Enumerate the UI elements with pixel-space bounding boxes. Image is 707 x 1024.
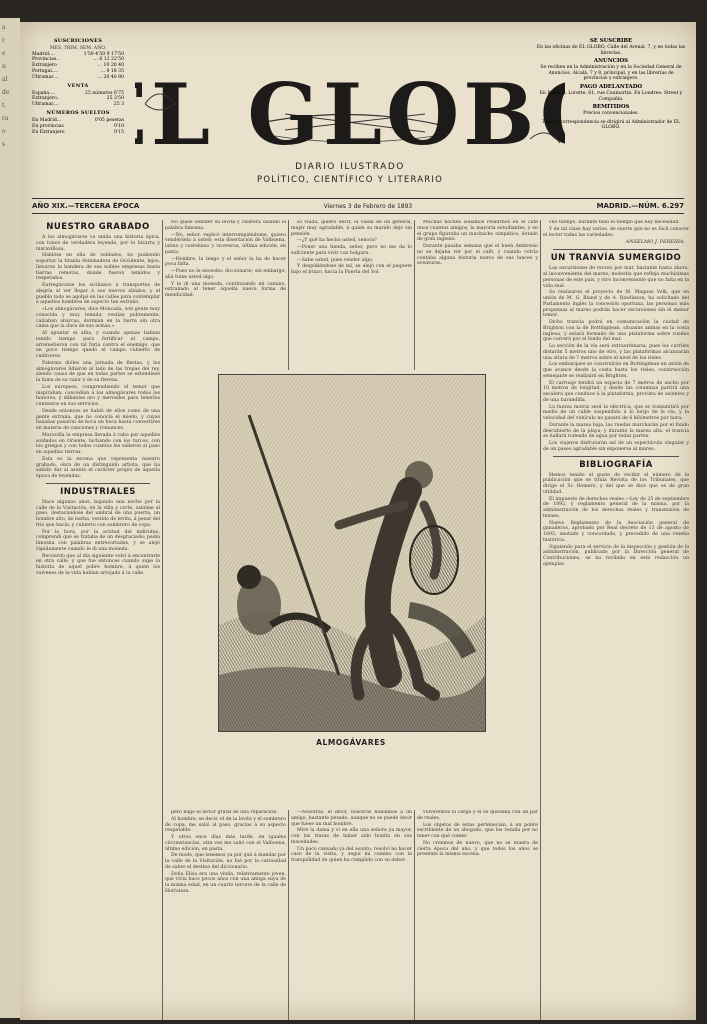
paragraph: Nuevo Reglamento de la Asociación general de ganaderos, aprobado por Real decreto de 13 de agosto de 1892, anotado y concordado, y precedido de una reseña histórica. [543, 520, 689, 543]
paragraph: Recuerdo que al día siguiente volví á encontrarle en otra calle, y que fué entonces cuando supe la historia de aquel pobre hombre, á quien los vaivenes de la vida habían arrojado á la calle. [36, 553, 160, 576]
paragraph: Siguiendo para el servicio de la inspección y gestión de la administración, publicado por la Dirección general de Contribuciones, se ha recibido en esta redacción un ejemplar. [543, 544, 689, 567]
strip-text: s [2, 141, 6, 148]
paragraph: Palermo dióles una jornada de fiestas, y los almogávares lidiaron al lado de las tropas del rey, siendo causa de que en todas partes se extendiese la fama de su valor y de su fiereza. [36, 360, 160, 383]
paragraph: Durante pasaba semana que el buen Ambrosio no se dejaba ver por el café, y cuando volvía contaba alguna historia nueva de sus lances y aventuras. [417, 244, 538, 267]
paragraph: No creemos de nuevo, que no se muera de cierta época del año, y que todos los años se presente la misma escena. [417, 840, 538, 858]
strip-text: e [2, 50, 6, 57]
subscriptions-rows [32, 52, 124, 81]
divider [553, 456, 679, 457]
subscriptions-heading: SUSCRICIONES [53, 38, 103, 44]
engraving-illustration [218, 374, 486, 732]
paragraph: El viuda, quiero decir, la viuda de un general, mujer muy agradable, á quien su marido dejó sin pensión. [291, 220, 412, 237]
almogavares-engraving [219, 375, 485, 731]
paragraph: volveremos la carga y el se quedaba con un par de reales. [417, 810, 538, 821]
paragraph: Maravilla la empresa llevada á cabo por aquellos soldados en Oriente, luchando con los turcos, con los griegos y con todos cuantos les salieron al paso en aquellas tierras. [36, 432, 160, 455]
ads-heading-2: ANUNCIOS [593, 58, 629, 65]
ads-heading-1: SE SUSCRIBE [589, 38, 633, 44]
strip-text: n [2, 63, 6, 70]
masthead-title: L GLOB [151, 65, 540, 164]
subscriptions-box [32, 36, 124, 135]
column-2-bottom [165, 810, 286, 1020]
strip-text: de [2, 89, 10, 96]
paragraph: El carruaje tendrá un espacio de 7 metros de ancho por 10 metros de longitud, y desde las columnas partirá una escalera que conduce á la plataforma, provista de asientos y de una barandilla. [543, 380, 689, 403]
newspaper-page [20, 22, 696, 1020]
paragraph: Al apuntar el alba, y cuando apenas habían tenido tiempo para fortificar el campo, arremetieron con tal furia contra el enemigo, que en poco tiempo quedó el campo cubierto de cadáveres. [36, 331, 160, 359]
loose-row: En Extranjero 0'15 [32, 129, 124, 135]
column-rule [288, 810, 289, 1020]
column-5 [543, 220, 689, 1020]
ads-text-2: Se reciben en la Administración y en la Sociedad General de Anuncios. Alcalá, 7 y 8, principal, y en las librerías de provincias y extranjero. [540, 65, 682, 82]
masthead [135, 44, 565, 194]
divider [46, 483, 150, 484]
masthead-tagline-2: POLÍTICO, CIENTÍFICO Y LITERARIO [257, 175, 443, 185]
divider [553, 249, 679, 250]
paragraph: Entregáronse los sicilianos á transportes de alegría al ver llegar á sus nuevos aliados, y el pueblo todo se agolpó en las calles para contemplar á aquellos hombres de aspecto tan extraño. [36, 283, 160, 306]
sale-row: Ultramar.... 25 3 [32, 102, 124, 108]
paragraph: Hemos tenido el gusto de recibir el número de la publicación que se titula Revista de los Tribunales, que dirige el Sr. Romero, y del que se dice que es de gran utilidad. [543, 472, 689, 495]
paragraph: —¿Y qué ha hecho usted, señora? [297, 238, 377, 244]
engraving-caption: ALMOGÁVARES [316, 738, 386, 747]
column-rule [288, 220, 289, 370]
paragraph: Desde entonces se habló de ellos como de una gente extraña, que no conocía el miedo, y cuyas hazañas pasaron de boca en boca hasta convertirse en materia de canciones y romances. [36, 408, 160, 431]
sale-row: España.... 25 números 6'75 [32, 90, 124, 96]
sale-row: Extranjero.. 25 2'50 [32, 96, 124, 102]
paragraph: Los objetos de éstas pertenecían, á un pobre escribiente de un abogado, que los vendía por no tener con qué comer. [417, 822, 538, 839]
advertising-box [536, 36, 686, 131]
paragraph: Los embarques se construirán en Rottingdean en unión de que avance desde la costa hasta los rieles; construcción semejante se realizará en Brighton. [543, 362, 689, 379]
column-rule [540, 220, 541, 1020]
dateline-edition: AÑO XIX.—TERCERA ÉPOCA [32, 202, 140, 210]
paragraph: Por la hora, por la actitud del individuo, comprendí que se trataba de un desgraciado; pedía limosna con palabras entrecortadas, y se alejó rápidamente cuando le di una moneda. [36, 529, 160, 552]
paragraph: Y de tal clase hay varios, de suerte que no es fácil conocer el lector todas las variedades. [543, 226, 689, 238]
column-rule [414, 810, 415, 1020]
paragraph: Y le di una moneda, continuando mi camino, extrañado al tener aquella nueva forma de mendicidad. [165, 281, 286, 298]
strip-text: t. [2, 102, 7, 109]
column-1 [36, 220, 160, 1020]
paragraph: La fuerza motriz será la eléctrica, que se transmitirá por medio de un cable suspendido á lo largo de la vía, y la velocidad del vehículo no pasará de 6 kilómetros por hora. [543, 404, 689, 421]
masthead-tagline-1: DIARIO ILUSTRADO [295, 162, 405, 172]
subscriptions-subheading: MES. TRIM. SEM. AÑO. [49, 46, 107, 51]
paragraph: —Poner una tienda, señor, pero no me da lo suficiente para vivir con holgura. [291, 245, 412, 256]
dateline-date: Viernes 3 de Febrero de 1893 [323, 202, 413, 210]
paragraph: Muchas noches solíamos reunirnos en el café unos cuantos amigos, la mayoría estudiantes, y en el grupo figuraba un muchacho simpático, dotado de gran ingenio. [417, 220, 538, 243]
adjacent-page-edge [0, 18, 20, 1018]
subscription-row: Extranjero ... 10 20 40 [32, 63, 124, 69]
paragraph: De modo, que tenemos ya por qué á mandar por la calle de la Visitación, no fué por la curiosidad de saber el destino del diccionario. [165, 853, 286, 870]
paragraph: Y otros once días más tarde, en iguales circunstancias, otra vez me salió con el Valbuena, último edición, en pasta. [165, 835, 286, 852]
dateline [32, 198, 684, 214]
ads-heading-4: REMITIDOS [592, 104, 630, 111]
column-3-bottom [291, 810, 412, 1020]
paragraph: —Sabe usted, pues vender algo. [297, 257, 374, 263]
strip-text: ra [2, 115, 9, 122]
paragraph: Los europeos, comprendiendo el temor que inspiraban, concedían á los almogávares todos los honores, y dábanles oro y mercedes para tenerlos contentos en sus servicios. [36, 384, 160, 407]
ads-heading-3: PAGO ADELANTADO [579, 83, 643, 90]
paragraph: Al hombre, se decir, el de la levita y el sombrero de copa, me salió al paso, gracias á su aspecto respetable. [165, 816, 286, 834]
paragraph: Doña Elisa era una viuda, relativamente joven, que vivía hace pocos años con una amiga suya de la misma edad, en un cuarto tercero de la calle de Hortaleza. [165, 871, 286, 894]
paragraph: —No, señor, replicó interrumpiéndome, quiero vendérsela á usted; esta disertación de Valbuena, latino y castellano y viceversa, última edición, en pasta. [165, 232, 286, 255]
subscription-row: Provincias.. ... 6 12 22'50 [32, 57, 124, 63]
ads-text-5: Toda la correspondencia se dirigirá al Administrador de EL GLOBO. [541, 119, 681, 131]
strip-text: r [2, 37, 5, 44]
paragraph: Mire la dama y vi en ella una señora ya mayor, con las trazas de haber sido bonita en sus mocedades. [291, 828, 412, 845]
paragraph: Las excursiones de recreo por mar, bastante hasta ahora, al inconveniente del mareo; molestia que refleja muchísimas personas de este país, y otro inconveniente que no falta en la vida real. [543, 266, 689, 289]
paragraph: Hace algunos años, bajando una noche por la calle de la Visitación, en la villa y corte, salióme al paso, destacándose del umbral de una puerta, un hombre alto, de barba, vestido de levita, á pesar del frío que hacía, y cubierto con sombrero de copa. [36, 499, 160, 528]
column-4-bottom [417, 810, 538, 1020]
paragraph: Y despidiéndose de mí, se alejó con el paquete bajo el brazo, hacia la Puerta del Sol. [291, 264, 412, 275]
loose-numbers-heading: NÚMEROS SUELTOS [46, 109, 110, 116]
paragraph: Se realizaron el proyecto de M. Magnus Volk, que en unión de M. G. Bland y de A. Rawlinson, ha solicitado del Parlamento inglés la concesión oportuna, las personas más propensas al mareo podrán hacer excursiones sin el menor temor. [543, 290, 689, 319]
paragraph: Durante la marea baja, las ruedas marcharán por el fondo descubierto de la playa, y durante la marea alta, el tranvía se hallará rodeado de agua por todas partes. [543, 422, 689, 440]
column-rule [414, 220, 415, 370]
paragraph: Los viajeros disfrutarán así de un espectáculo singular y de un paseo agradable sin exponerse al mareo. [543, 441, 689, 452]
article-title-grabado: NUESTRO GRABADO [46, 222, 150, 232]
column-rule [162, 220, 163, 1020]
loose-row: En provincias 0'10 [32, 123, 124, 129]
subscription-row: Ultramar.... ... 20 40 80 [32, 74, 124, 80]
strip-text: al [2, 76, 8, 83]
paragraph: Esta es la escena que representa nuestro grabado, obra de un distinguido artista, que ha sabido dar al asunto el carácter propio de aquella época de leyendas. [36, 456, 160, 479]
article-title-tranvia: UN TRANVÍA SUMERGIDO [550, 253, 682, 264]
paragraph: La sección de la vía será extraordinaria, pues los carriles distarán 5 metros uno de otro, y las plataformas alcanzarán una altura de 7 metros sobre el nivel de los rieles. [543, 344, 689, 361]
article-title-bibliografia: BIBLIOGRAFÍA [579, 459, 653, 470]
dateline-number: MADRID.—NÚM. 6.297 [596, 202, 684, 210]
paragraph: cho tiempo, durante todo el tiempo que hay necesidad. [549, 220, 680, 225]
subscription-row: Madrid.... 1'50 4'50 9 17'50 [32, 51, 124, 57]
subscription-row: Portugal.... ... 9 18 35 [32, 68, 124, 74]
strip-text: a [2, 24, 6, 31]
paragraph: No quise ofender su levita y chistera usando la palabra limosna. [165, 220, 286, 231]
paragraph: «Los almogávares, dice Moncada, son gente muy conocida y muy temida; vestían pobremente, calzaban abarcas, dormían en la tierra sin otra cama que la dura de sus armas.» [36, 307, 160, 330]
paragraph: Un poco cansado ya del asunto, resolví no hacer caso de la visita, y seguí mi camino con la tranquilidad de quien ha cumplido con su deber. [291, 846, 412, 863]
paragraph: —Nosotras, el decir, nosotras habíamos á un amigo, bastante pesado, aunque no se puede decir que fuese un mal hombre. [291, 810, 412, 827]
ads-text-4: Precios convencionales. [583, 111, 639, 117]
paragraph: A los almogávares va unida una historia épica, con tonos de verdadera leyenda, por lo bizarra y maravillosa. [36, 235, 160, 252]
paragraph: pero hago el lector gratis de una reparación. [171, 810, 278, 815]
strip-text: o [2, 128, 6, 135]
paragraph: —Hombre, la tengo y el señor la ha de hacer poca falta. [165, 256, 286, 268]
ads-text-1: En las oficinas de EL GLOBO, Calle del Arenal, 7, y en todas las librerías. [536, 45, 686, 56]
paragraph: —Pues no le necesito: diccionario; sin embargo, allá tiene usted algo. [165, 269, 286, 280]
loose-row: En Madrid... 0'05 pesetas [32, 117, 124, 123]
paragraph: Dicho tranvía podrá en comunicación la ciudad de Brighton con la de Rottingdean, situadas ambas en la costa inglesa, y estará formado de una plataforma sobre ruedas que correrá por el fondo del mar. [543, 320, 689, 343]
ads-text-3: En París: A. Lorette, 61, rue Caumartin. En Londres: Street y Compañía. [539, 90, 683, 102]
paragraph: Hablóse en ella de soldados, no pudiendo soportar la tiranía dominadora de Occidente, lejos, llevaron la bandera de sus nobles empresas hasta tierras remotas, donde fueron temidos y respetados. [36, 253, 160, 282]
article-title-industriales: INDUSTRIALES [60, 486, 136, 497]
article-signature: ANSELMO J. PEREIRA. [625, 239, 685, 246]
paragraph: El impuesto de derechos reales.—Ley de 25 de septiembre de 1892, y reglamento general de la misma, por la administración de los derechos reales y transmisión de bienes. [543, 496, 689, 519]
sale-heading: VENTA [67, 82, 89, 89]
